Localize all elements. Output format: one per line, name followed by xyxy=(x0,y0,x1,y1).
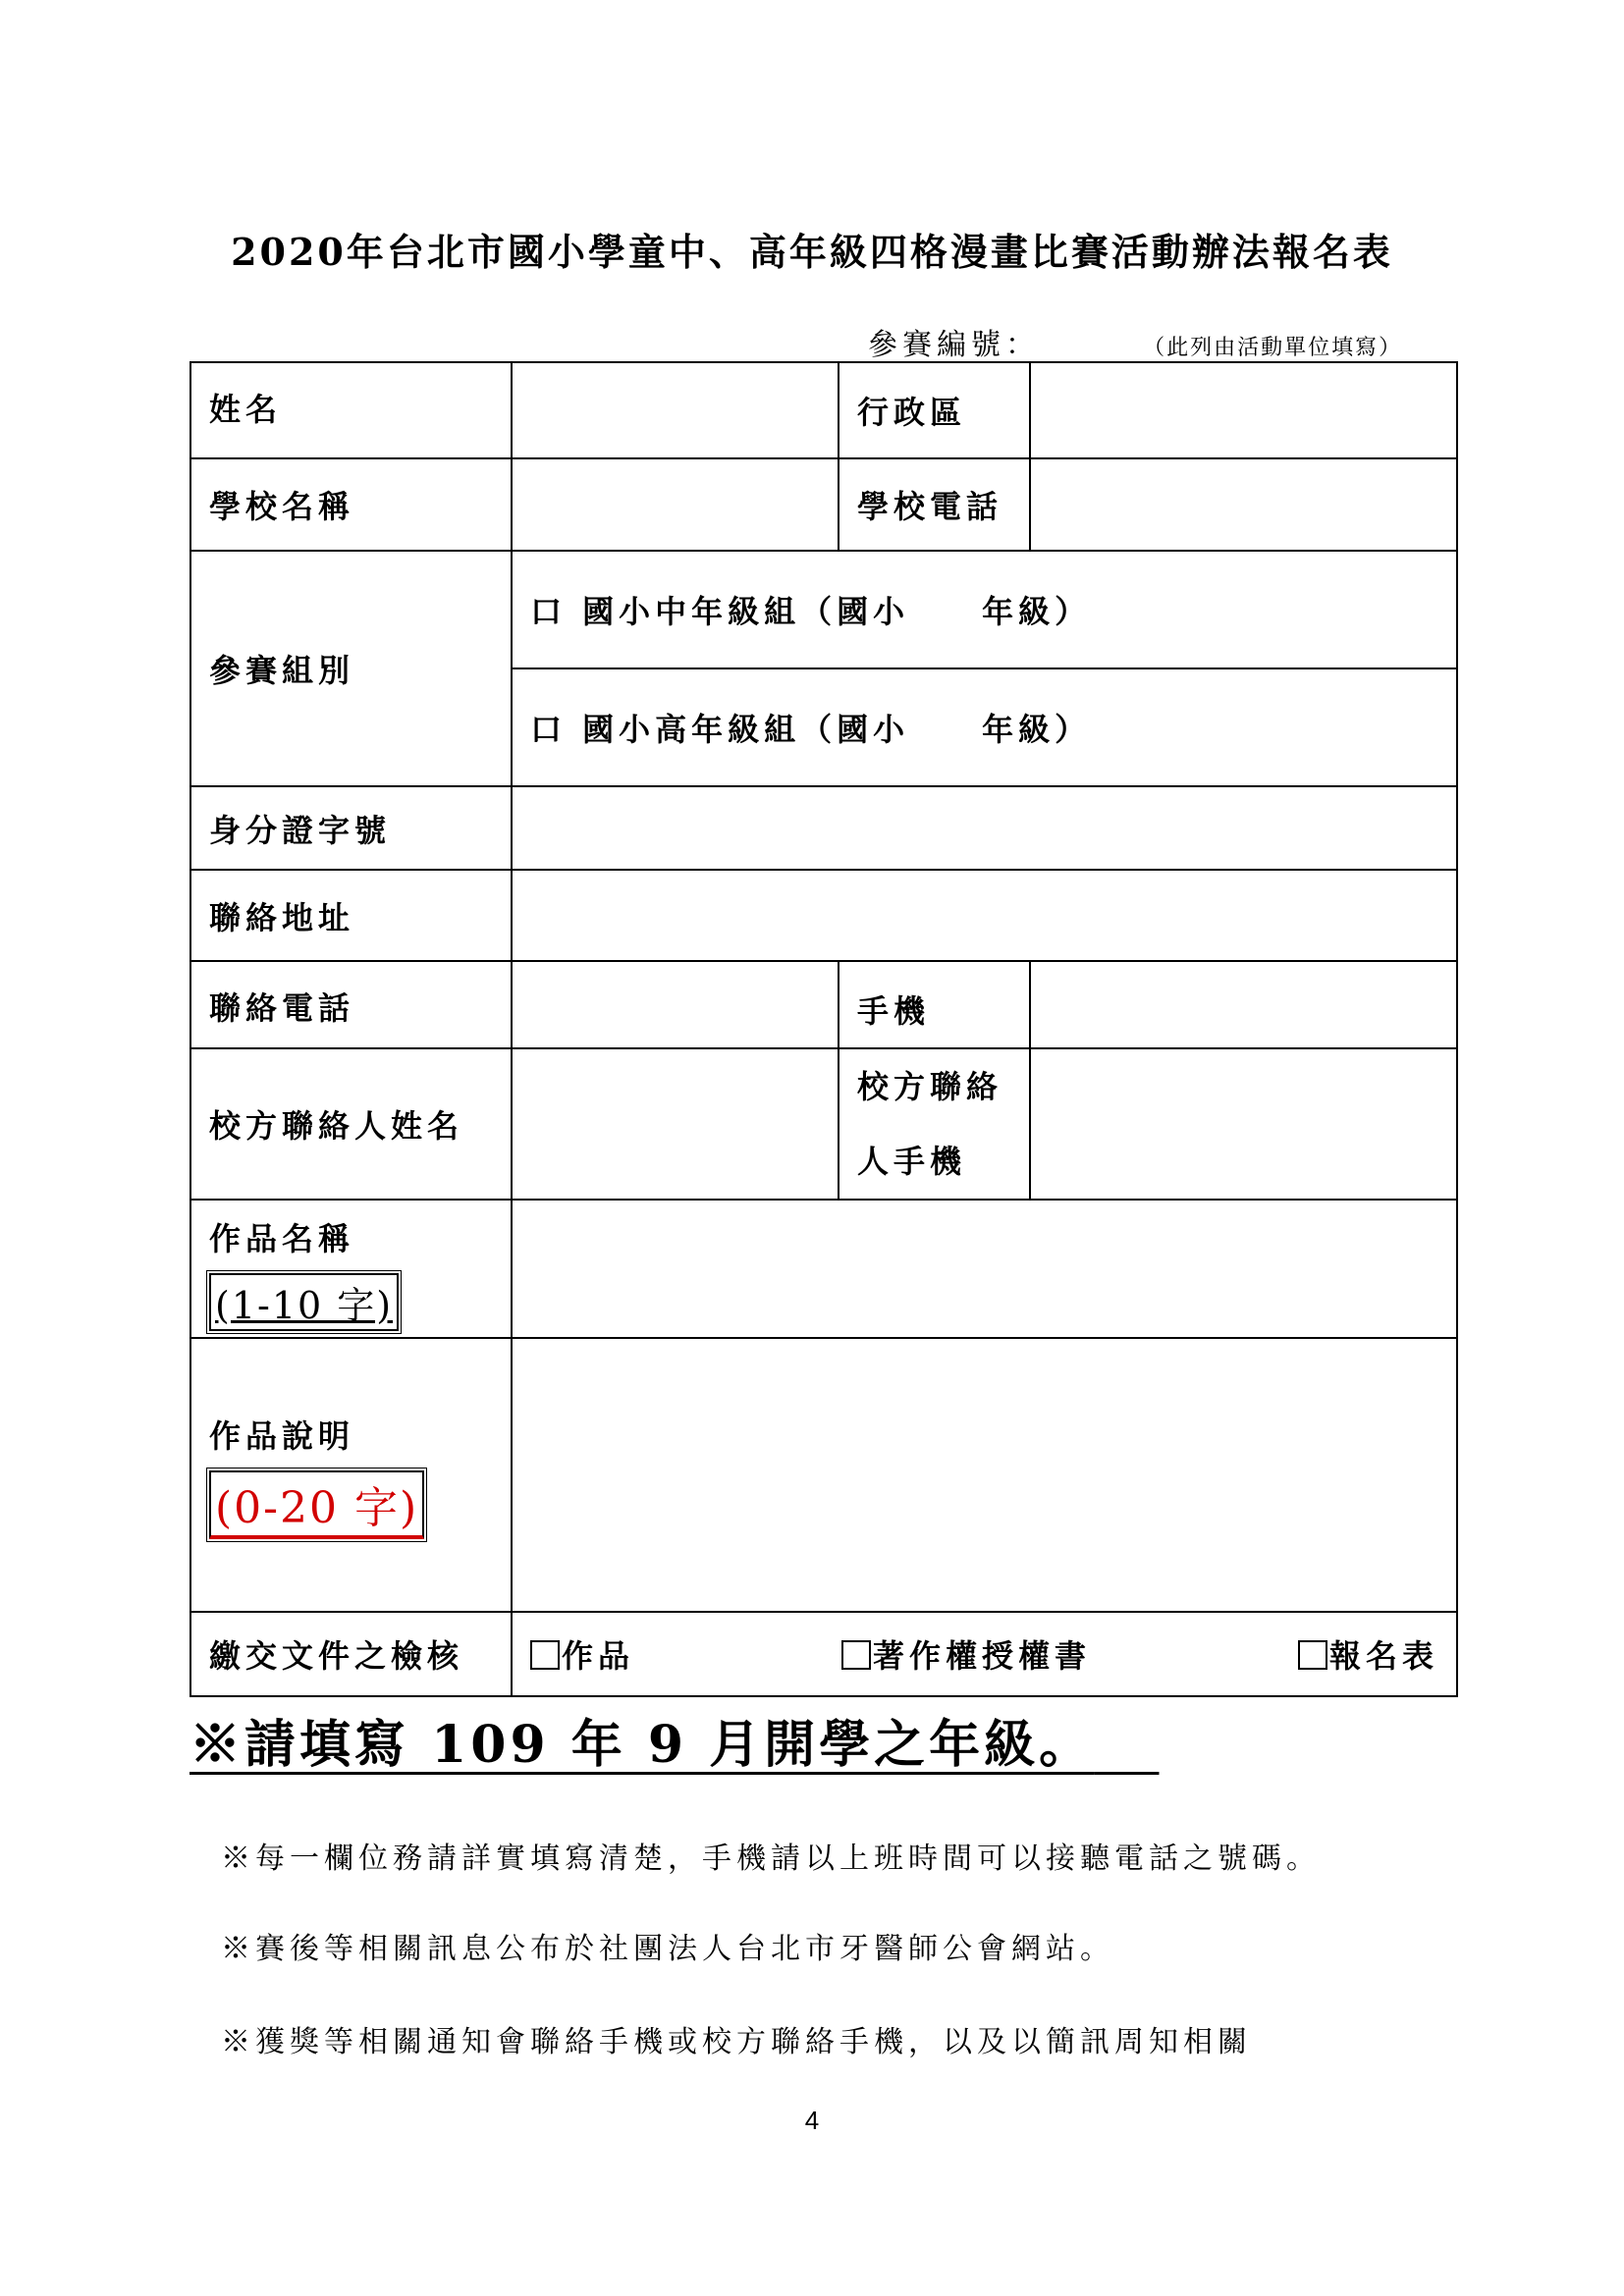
work-description-field[interactable] xyxy=(512,1338,1457,1612)
school-phone-field[interactable] xyxy=(1030,458,1457,551)
mobile-field[interactable] xyxy=(1030,961,1457,1048)
school-contact-mobile-label-line1: 校方聯絡 xyxy=(857,1068,1003,1105)
mobile-label: 手機 xyxy=(839,961,1030,1048)
doc-item-registration-label: 報名表 xyxy=(1328,1637,1438,1675)
group-label: 參賽組別 xyxy=(190,551,512,786)
documents-check-cell xyxy=(512,1612,1457,1696)
name-field[interactable] xyxy=(512,362,839,458)
work-title-label: 作品名稱 xyxy=(209,1220,355,1257)
group-option-high[interactable]: 口 國小高年級組（國小 年級） xyxy=(512,668,1457,786)
doc-item-registration[interactable] xyxy=(1298,1631,1438,1677)
id-number-field[interactable] xyxy=(512,786,1457,870)
work-description-label: 作品說明 xyxy=(209,1416,355,1455)
registration-form-table xyxy=(189,361,1458,1697)
entry-number-label: 參賽編號： xyxy=(868,328,1040,362)
school-name-label: 學校名稱 xyxy=(190,458,512,551)
note-3: ※獲獎等相關通知會聯絡手機或校方聯絡手機，以及以簡訊周知相關 xyxy=(221,2025,1252,2059)
checkbox-icon[interactable] xyxy=(841,1640,871,1670)
address-label: 聯絡地址 xyxy=(190,870,512,961)
work-title-label-cell xyxy=(190,1200,512,1338)
group-option-middle[interactable]: 口 國小中年級組（國小 年級） xyxy=(512,551,1457,668)
note-1: ※每一欄位務請詳實填寫清楚，手機請以上班時間可以接聽電話之號碼。 xyxy=(221,1842,1321,1876)
name-label: 姓名 xyxy=(190,362,512,458)
doc-item-copyright-label: 著作權授權書 xyxy=(872,1637,1091,1675)
doc-item-artwork[interactable] xyxy=(530,1631,634,1677)
work-title-field[interactable] xyxy=(512,1200,1457,1338)
checkbox-icon[interactable] xyxy=(530,1640,560,1670)
contact-phone-label: 聯絡電話 xyxy=(190,961,512,1048)
work-title-limit: (1-10 字) xyxy=(209,1273,399,1331)
grade-notice-text: ※請填寫 109 年 9 月開學之年級。 xyxy=(189,1715,1095,1775)
doc-item-copyright[interactable] xyxy=(841,1631,1091,1677)
documents-check-label: 繳交文件之檢核 xyxy=(190,1612,512,1696)
work-description-label-cell xyxy=(190,1338,512,1612)
district-field[interactable] xyxy=(1030,362,1457,458)
school-contact-mobile-field[interactable] xyxy=(1030,1048,1457,1200)
work-description-limit: (0-20 字) xyxy=(209,1470,424,1539)
school-name-field[interactable] xyxy=(512,458,839,551)
district-label: 行政區 xyxy=(839,362,1030,458)
form-title: 2020年台北市國小學童中、高年級四格漫畫比賽活動辦法報名表 xyxy=(231,230,1393,274)
page-number: 4 xyxy=(804,2106,820,2135)
school-contact-mobile-label xyxy=(839,1048,1030,1200)
school-contact-name-field[interactable] xyxy=(512,1048,839,1200)
school-contact-name-label: 校方聯絡人姓名 xyxy=(190,1048,512,1200)
grade-notice xyxy=(189,1703,1159,1777)
school-contact-mobile-label-line2: 人手機 xyxy=(857,1143,967,1180)
school-phone-label: 學校電話 xyxy=(839,458,1030,551)
contact-phone-field[interactable] xyxy=(512,961,839,1048)
entry-number-line xyxy=(868,320,1402,363)
address-field[interactable] xyxy=(512,870,1457,961)
id-number-label: 身分證字號 xyxy=(190,786,512,870)
checkbox-icon[interactable] xyxy=(1298,1640,1327,1670)
doc-item-artwork-label: 作品 xyxy=(562,1637,635,1675)
note-2: ※賽後等相關訊息公布於社團法人台北市牙醫師公會網站。 xyxy=(221,1932,1114,1966)
entry-number-note: （此列由活動單位填寫） xyxy=(1143,336,1403,360)
